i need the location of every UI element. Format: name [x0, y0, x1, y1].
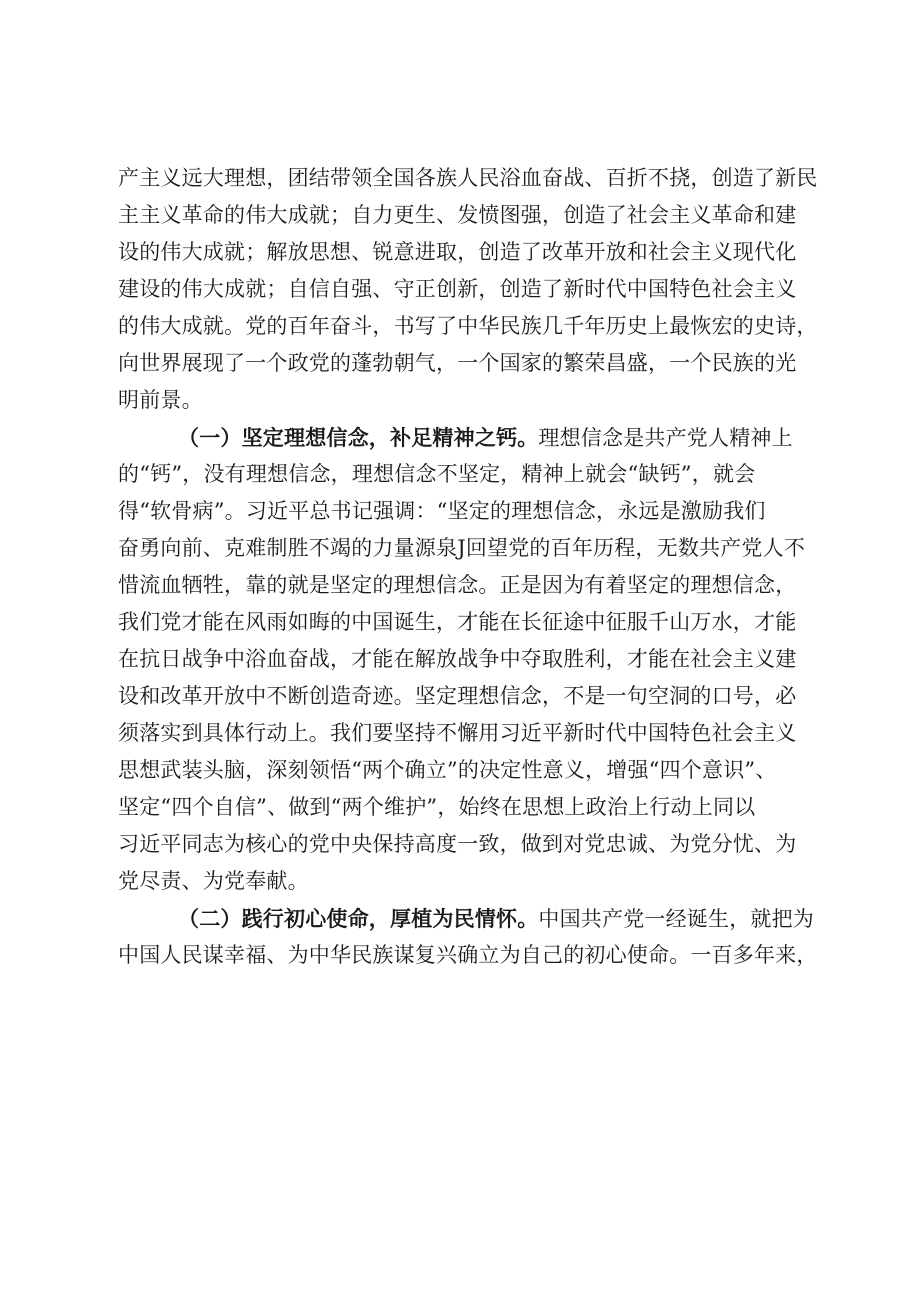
text-line: 的伟大成就。党的百年奋斗，书写了中华民族几千年历史上最恢宏的史诗，: [118, 314, 818, 338]
text-line: 中国人民谋幸福、为中华民族谋复兴确立为自己的初心使命。一百多年来，: [118, 943, 818, 967]
section-heading: （一）坚定理想信念，补足精神之钙。: [178, 425, 539, 450]
text-line: 思想武装头脑，深刻领悟“两个确立”的决定性意义，增强“四个意识”、: [118, 758, 777, 782]
text-line: 设和改革开放中不断创造奇迹。坚定理想信念，不是一句空洞的口号，必: [118, 684, 797, 708]
heading-continuation: 中国共产党一经诞生，就把为: [538, 907, 815, 931]
heading-continuation: 理想信念是共产党人精神上: [538, 426, 793, 450]
text-line: 惜流血牺牲，靠的就是坚定的理想信念。正是因为有着坚定的理想信念，: [118, 573, 797, 597]
text-line: 我们党才能在风雨如晦的中国诞生，才能在长征途中征服千山万水，才能: [118, 610, 797, 634]
document-body: [118, 160, 818, 974]
text-line: 得“软骨病”。习近平总书记强调：“坚定的理想信念，永远是激励我们: [118, 499, 766, 523]
text-line: 建设的伟大成就；自信自强、守正创新，创造了新时代中国特色社会主义: [118, 277, 797, 301]
text-line: 设的伟大成就；解放思想、锐意进取，创造了改革开放和社会主义现代化: [118, 240, 797, 264]
section-heading: （二）践行初心使命，厚植为民情怀。: [178, 906, 539, 931]
text-line: 在抗日战争中浴血奋战，才能在解放战争中夺取胜利，才能在社会主义建: [118, 647, 797, 671]
text-line: 党尽责、为党奉献。: [118, 869, 309, 893]
paragraph-intro: [118, 160, 818, 419]
text-line: 习近平同志为核心的党中央保持高度一致，做到对党忠诚、为党分忧、为: [118, 832, 797, 856]
text-line: 明前景。: [118, 388, 203, 412]
text-line-first: [118, 419, 818, 456]
paragraph-mission: [118, 900, 818, 974]
text-line: 的“钙”，没有理想信念，理想信念不坚定，精神上就会“缺钙”，就会: [118, 462, 756, 486]
paragraph-ideals: [118, 419, 818, 900]
text-line: 产主义远大理想，团结带领全国各族人民浴血奋战、百折不挠，创造了新民: [118, 166, 818, 190]
text-line: 主主义革命的伟大成就；自力更生、发愤图强，创造了社会主义革命和建: [118, 203, 797, 227]
text-line: 坚定“四个自信”、做到“两个维护”，始终在思想上政治上行动上同以: [118, 795, 756, 819]
text-line: 奋勇向前、克难制胜不竭的力量源泉J回望党的百年历程，无数共产党人不: [118, 536, 806, 560]
text-line-first: [118, 900, 818, 937]
text-line: 向世界展现了一个政党的蓬勃朝气，一个国家的繁荣昌盛，一个民族的光: [118, 351, 797, 375]
text-line: 须落实到具体行动上。我们要坚持不懈用习近平新时代中国特色社会主义: [118, 721, 797, 745]
